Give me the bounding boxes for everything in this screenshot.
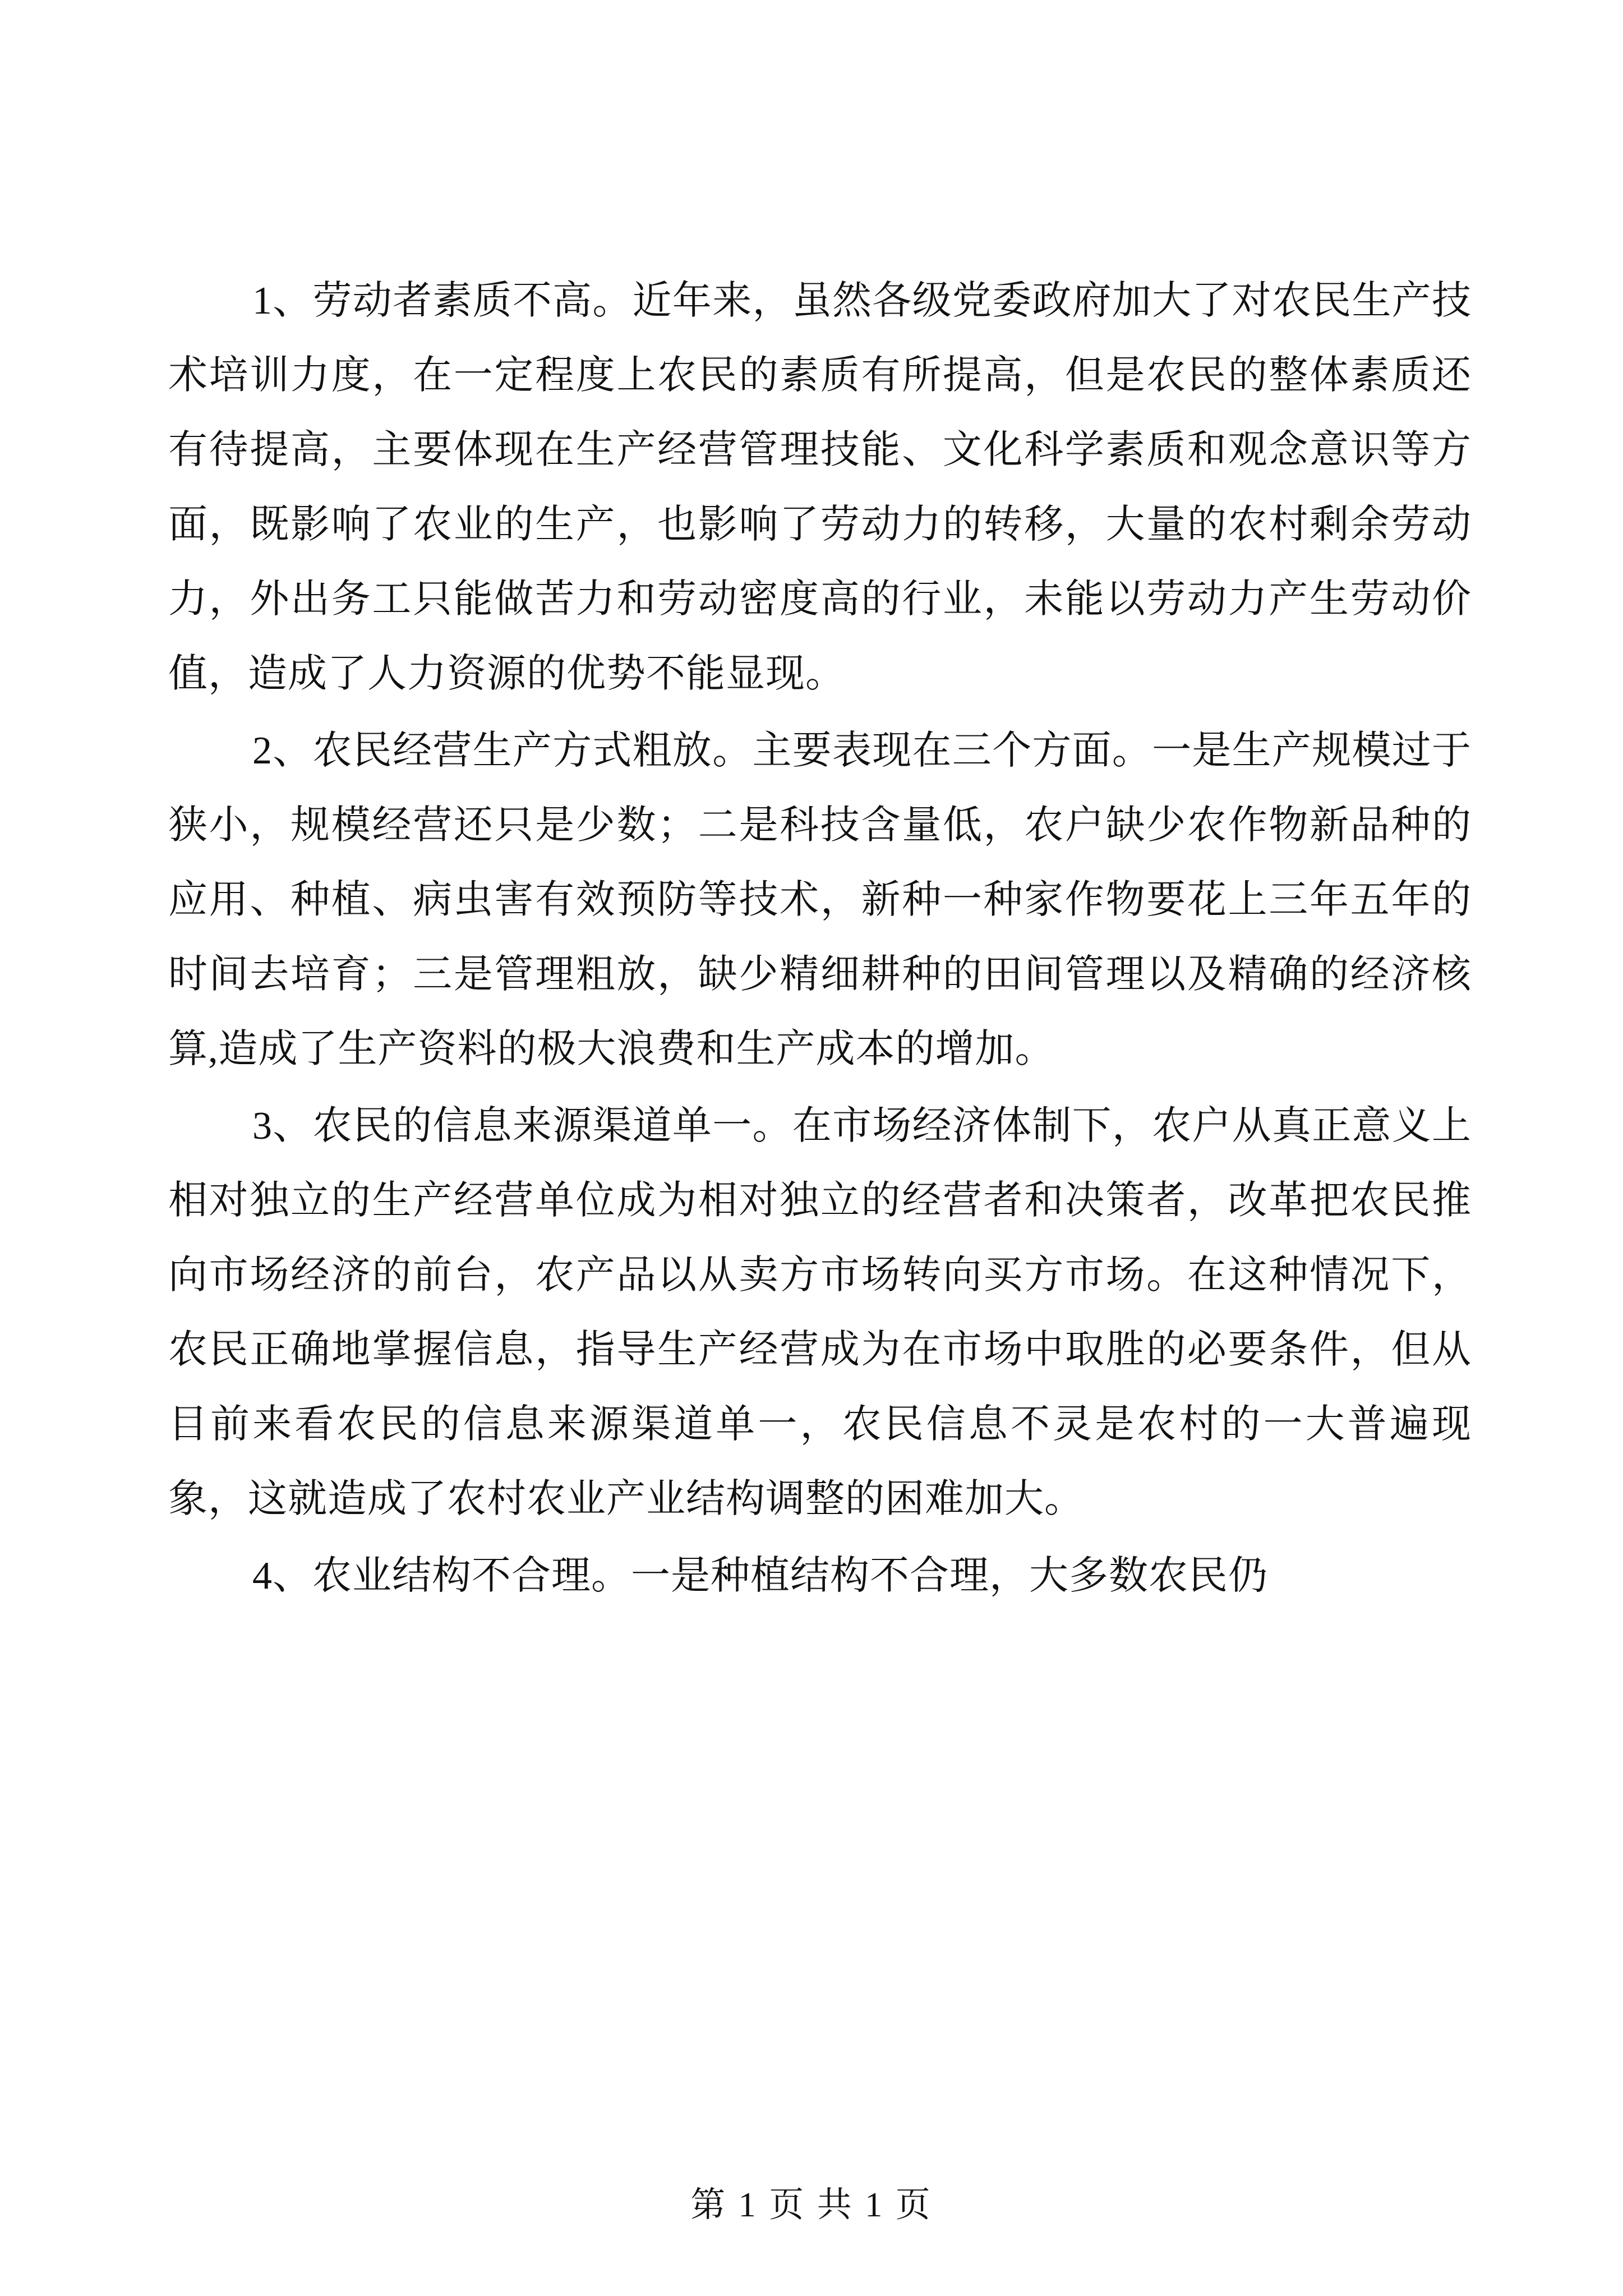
paragraph-1: 1、劳动者素质不高。近年来，虽然各级党委政府加大了对农民生产技术培训力度，在一定程度上农民的素质有所提高，但是农民的整体素质还有待提高，主要体现在生产经营管理技能、文化科学素质和观念意识等方面，既影响了农业的生产，也影响了劳动力的转移，大量的农村剩余劳动力，外出务工只能做苦力和劳动密度高的行业，未能以劳动力产生劳动价值，造成了人力资源的优势不能显现。 [168,279,1472,696]
document-body [168,264,1472,1613]
paragraph-4: 4、农业结构不合理。一是种植结构不合理，大多数农民仍 [252,1554,1268,1598]
paragraph-3: 3、农民的信息来源渠道单一。在市场经济体制下，农户从真正意义上相对独立的生产经营单位成为相对独立的经营者和决策者，改革把农民推向市场经济的前台，农产品以从卖方市场转向买方市场。在这种情况下，农民正确地掌握信息，指导生产经营成为在市场中取胜的必要条件，但从目前来看农民的信息来源渠道单一，农民信息不灵是农村的一大普遍现象，这就造成了农村农业产业结构调整的困难加大。 [168,1105,1472,1521]
page-footer [0,2177,1623,2226]
page-number-label: 第 1 页 共 1 页 [690,2186,933,2224]
paragraph-2: 2、农民经营生产方式粗放。主要表现在三个方面。一是生产规模过于狭小，规模经营还只是少数；二是科技含量低，农户缺少农作物新品种的应用、种植、病虫害有效预防等技术，新种一种家作物要花上三年五年的时间去培育；三是管理粗放，缺少精细耕种的田间管理以及精确的经济核算,造成了生产资料的极大浪费和生产成本的增加。 [168,729,1472,1071]
